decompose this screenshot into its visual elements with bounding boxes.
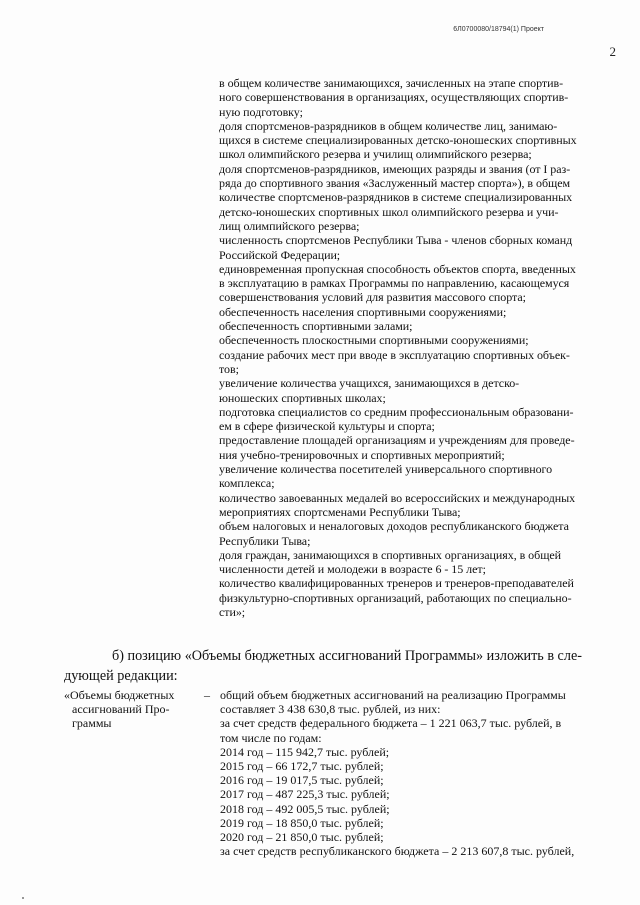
row-value — [220, 688, 612, 858]
label-line: «Объемы бюджетных — [64, 688, 175, 702]
list-line: детско-юношеских спортивных школ олимпийского резерва и учи- — [219, 204, 559, 219]
list-line: физкультурно-спортивных организаций, работающих по специально- — [219, 590, 572, 605]
list-line: Республики Тыва; — [219, 533, 311, 548]
value-line: 2015 год – 66 172,7 тыс. рублей; — [220, 759, 384, 774]
list-line: ного совершенствования в организациях, осуществляющих спортив- — [219, 90, 569, 105]
intro-line: дующей редакции: — [64, 668, 178, 684]
label-line: ассигнований Про- — [72, 702, 170, 717]
list-line: предоставление площадей организациям и учреждениям для проведе- — [219, 433, 575, 448]
list-line: количество завоеванных медалей во всероссийских и международных — [219, 490, 576, 505]
list-line: лищ олимпийского резерва; — [219, 218, 360, 233]
list-line: численности детей и молодежи в возрасте 6 - 15 лет; — [219, 562, 486, 577]
document-id: 6Л0700080/18794(1) Проект — [453, 26, 544, 33]
list-line: тов; — [219, 361, 239, 376]
list-line: доля спортсменов-разрядников, имеющих разряды и звания (от I раз- — [219, 161, 571, 176]
page-number: 2 — [609, 44, 616, 59]
list-line: увеличение количества учащихся, занимающихся в детско- — [219, 376, 520, 391]
list-line: количество квалифицированных тренеров и тренеров-преподавателей — [219, 576, 574, 591]
list-line: обеспеченность плоскостными спортивными сооружениями; — [219, 333, 529, 348]
list-line: Российской Федерации; — [219, 247, 341, 262]
list-line: сти»; — [219, 604, 246, 619]
scan-mark — [22, 897, 24, 899]
list-line: ем в сфере физической культуры и спорта; — [219, 419, 435, 434]
list-line: ния учебно-тренировочных и спортивных мероприятий; — [219, 447, 505, 462]
list-line: обеспеченность спортивными залами; — [219, 319, 413, 334]
list-line: увеличение количества посетителей универсального спортивного — [219, 462, 553, 477]
indicator-list — [219, 76, 611, 619]
list-line: ряда до спортивного звания «Заслуженный мастер спорта»), в общем — [219, 176, 571, 191]
list-line: мероприятиях спортсменами Республики Тыва; — [219, 504, 461, 519]
label-line: граммы — [72, 716, 112, 731]
value-line: 2014 год – 115 942,7 тыс. рублей; — [220, 744, 390, 759]
value-line: 2018 год – 492 005,5 тыс. рублей; — [220, 801, 390, 816]
list-line: ную подготовку; — [219, 104, 303, 119]
list-line: в эксплуатацию в рамках Программы по направлению, касающемуся — [219, 276, 570, 291]
list-line: доля граждан, занимающихся в спортивных организациях, в общей — [219, 547, 562, 562]
intro-line: б) позицию «Объемы бюджетных ассигнований Программы» изложить в сле- — [112, 648, 582, 664]
value-line: за счет средств республиканского бюджета – 2 213 607,8 тыс. рублей, — [220, 844, 575, 859]
row-dash: – — [204, 688, 210, 702]
list-line: подготовка специалистов со средним профессиональным образовани- — [219, 404, 574, 419]
value-line: 2016 год – 19 017,5 тыс. рублей; — [220, 773, 384, 788]
value-line: составляет 3 438 630,8 тыс. рублей, из них: — [220, 702, 441, 717]
list-line: численность спортсменов Республики Тыва - членов сборных команд — [219, 233, 573, 248]
row-label — [64, 688, 204, 731]
value-line: за счет средств федерального бюджета – 1 221 063,7 тыс. рублей, в — [220, 716, 562, 731]
list-line: в общем количестве занимающихся, зачисленных на этапе спортив- — [219, 76, 564, 90]
list-line: количестве спортсменов-разрядников в системе специализированных — [219, 190, 573, 205]
list-line: совершенствования условий для развития массового спорта; — [219, 290, 526, 305]
list-line: объем налоговых и неналоговых доходов республиканского бюджета — [219, 519, 569, 534]
amendment-intro — [64, 646, 612, 686]
list-line: щихся в системе специализированных детско-юношеских спортивных — [219, 133, 577, 148]
value-line: 2017 год – 487 225,3 тыс. рублей; — [220, 787, 390, 802]
list-line: обеспеченность населения спортивными сооружениями; — [219, 304, 507, 319]
list-line: школ олимпийского резерва и училищ олимпийского резерва; — [219, 147, 532, 162]
value-line: 2020 год – 21 850,0 тыс. рублей; — [220, 830, 384, 845]
list-line: комплекса; — [219, 476, 275, 491]
value-line: общий объем бюджетных ассигнований на реализацию Программы — [220, 688, 566, 702]
list-line: создание рабочих мест при вводе в эксплуатацию спортивных объек- — [219, 347, 570, 362]
value-line: 2019 год – 18 850,0 тыс. рублей; — [220, 815, 384, 830]
list-line: юношеских спортивных школах; — [219, 390, 386, 405]
list-line: единовременная пропускная способность объектов спорта, введенных — [219, 261, 576, 276]
value-line: том числе по годам: — [220, 730, 322, 745]
list-line: доля спортсменов-разрядников в общем количестве лиц, занимаю- — [219, 118, 558, 133]
